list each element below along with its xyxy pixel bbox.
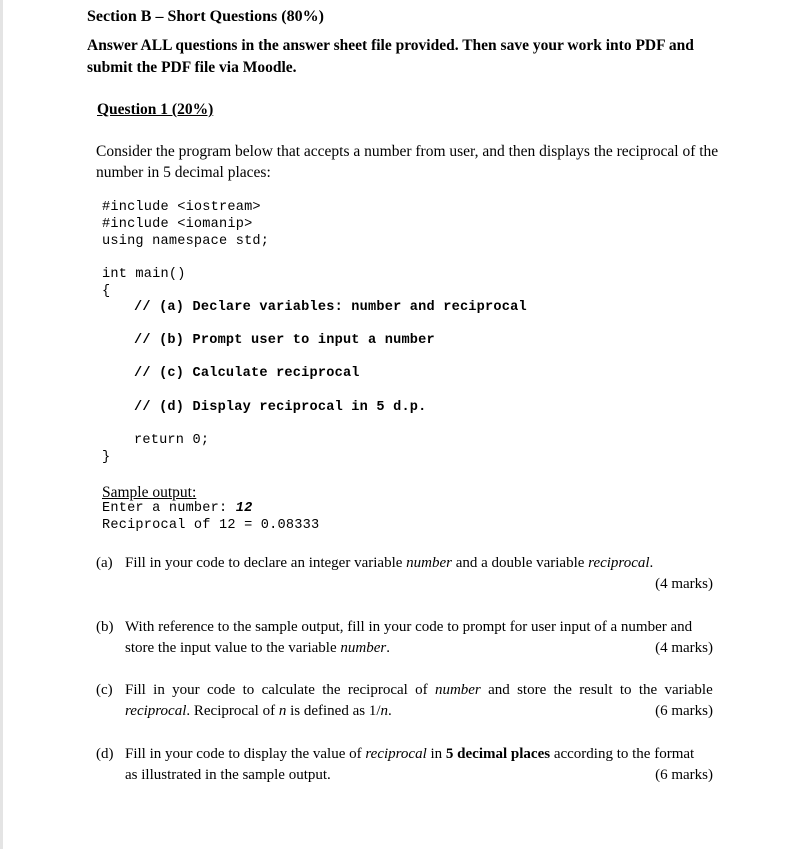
part-c-word: to [242,682,255,698]
part-d-line-1 [125,746,694,763]
sample-output-line-2: Reciprocal of 12 = 0.08333 [102,518,320,533]
question-intro-line-2: number in 5 decimal places: [96,164,271,181]
sample-output-line-1 [102,501,252,516]
part-c-word: to [619,682,632,698]
code-comment-c: // (c) Calculate reciprocal [134,366,360,381]
part-c-word: calculate [261,682,315,698]
part-c-word: result [579,682,613,698]
part-c-text-1: . Reciprocal of [186,703,279,719]
part-a-text-1: Fill in your code to declare an integer variable [125,555,407,571]
part-c-text-2: is defined as 1/ [286,703,381,719]
code-comment-d: // (d) Display reciprocal in 5 d.p. [134,400,427,415]
part-b-marks: (4 marks) [655,640,713,656]
part-b-text-1: store the input value to the variable [125,640,341,656]
part-c-word: the [553,682,572,698]
part-b-line-1: With reference to the sample output, fill in your code to prompt for user input of a number and [125,619,693,635]
page-left-edge [0,0,3,849]
part-c-n-term: n [380,703,388,719]
part-c-n-term: n [278,703,287,719]
part-a-text-3: . [649,555,654,571]
part-b-number-term: number [340,640,387,656]
part-a-text-2: and a double variable [451,555,589,571]
part-d-text-2: in [426,746,446,762]
instruction-line-1: Answer ALL questions in the answer sheet file provided. Then save your work into PDF and [87,37,694,54]
part-c-word: reciprocal [347,682,408,698]
part-c-word: your [172,682,200,698]
part-c-word: variable [664,682,713,698]
part-c-word: Fill [125,682,146,698]
instruction-line-2: submit the PDF file via Moodle. [87,59,297,76]
part-c-word: the [322,682,341,698]
sample-user-input: 12 [235,501,253,516]
code-include-iomanip: #include <iomanip> [102,217,253,232]
part-c-word: of [415,682,428,698]
part-a-reciprocal-term: reciprocal [588,555,650,571]
question-title: Question 1 (20%) [97,101,214,118]
part-b-text-2: . [386,640,390,656]
part-a-text [125,555,653,572]
part-a-number-term: number [406,555,452,571]
part-b-label: (b) [96,619,114,635]
part-c-text-3: . [388,703,392,719]
part-c-number-term: number [434,682,481,698]
part-d-marks: (6 marks) [655,767,713,783]
code-comment-a: // (a) Declare variables: number and reciprocal [134,300,527,315]
code-comment-b: // (b) Prompt user to input a number [134,333,435,348]
part-c-word: the [638,682,658,698]
code-using-namespace: using namespace std; [102,234,270,249]
part-d-reciprocal-term: reciprocal [365,746,427,762]
code-close-brace: } [102,450,111,465]
part-b-line-2 [125,640,390,657]
sample-output-heading: Sample output: [102,484,197,501]
part-c-reciprocal-term: reciprocal [125,703,187,719]
part-c-marks: (6 marks) [655,703,713,719]
code-main-signature: int main() [102,267,186,282]
code-open-brace: { [102,284,111,299]
part-c-label: (c) [96,682,113,698]
part-c-line-2 [125,703,392,720]
part-d-text-3: according to the format [550,746,695,762]
code-return: return 0; [134,433,210,448]
part-d-line-2: as illustrated in the sample output. [125,767,331,783]
code-include-iostream: #include <iostream> [102,200,261,215]
part-a-label: (a) [96,555,113,571]
part-c-word: store [517,682,547,698]
part-a-marks: (4 marks) [655,576,713,592]
part-c-word: in [153,682,165,698]
sample-prompt-text: Enter a number: [102,501,236,516]
part-c-word: code [206,682,236,698]
part-d-text-1: Fill in your code to display the value of [125,746,366,762]
part-d-label: (d) [96,746,114,762]
question-intro-line-1: Consider the program below that accepts a number from user, and then displays the reciprocal of the [96,143,719,160]
part-c-word: and [488,682,510,698]
part-c-line-1 [125,682,713,699]
section-heading: Section B – Short Questions (80%) [87,8,324,25]
part-d-emphasis: 5 decimal places [445,746,551,762]
